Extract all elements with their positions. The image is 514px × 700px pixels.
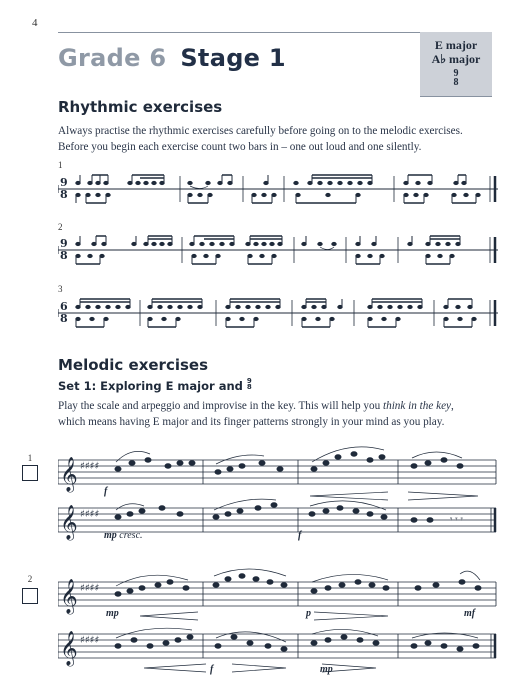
dynamic-marking: f (298, 530, 302, 541)
melodic-1-staff-1 (58, 438, 498, 502)
melodic-text-line1-b: , (451, 400, 454, 412)
rhythm-1-time-top: 9 (60, 176, 68, 189)
treble-clef-icon: 𝄞 (60, 579, 78, 614)
melodic-heading: Melodic exercises (58, 356, 209, 374)
dynamic-mp: mp (104, 530, 117, 541)
key-signature-sharps-icon: ♯♯♯♯ (80, 635, 100, 646)
rhythm-exercise-3-number: 3 (58, 284, 63, 294)
dynamic-marking: mp (320, 664, 333, 675)
melodic-2-staff-2-notes (115, 635, 479, 651)
melodic-1-staff-1-slurs (116, 447, 462, 464)
key-a-flat-major: A♭ major (431, 52, 481, 66)
rhythm-2-time-top: 9 (60, 237, 68, 250)
set-title (58, 378, 252, 393)
rhythm-3-time-bottom: 8 (60, 312, 68, 325)
title-grade: Grade 6 (58, 44, 167, 72)
exercise-2-checkbox[interactable] (22, 588, 38, 604)
rhythmic-text-line1: Always practise the rhythmic exercises carefully before going on to the melodic exercises. (58, 125, 463, 137)
exercise-1-checkbox[interactable] (22, 465, 38, 481)
page-number: 4 (32, 17, 38, 29)
rhythm-3-lower-notes (76, 317, 476, 327)
melodic-text-line1-a: Play the scale and arpeggio and improvise in the key. This will help you (58, 400, 383, 412)
melodic-text-line1 (58, 398, 498, 414)
set-time-bottom: 8 (246, 383, 252, 391)
page-title (58, 44, 286, 72)
melodic-text-line1-emphasis: think in the key (383, 400, 452, 412)
key-e-major: E major (434, 38, 478, 52)
melodic-exercise-2-number: 2 (27, 574, 33, 584)
rhythm-line-1 (58, 172, 498, 212)
dynamic-marking: mp (106, 608, 119, 619)
melodic-exercise-1-number: 1 (27, 453, 33, 463)
melodic-2-staff-2 (58, 620, 498, 676)
key-box-time-signature (454, 69, 459, 87)
dynamic-marking: f (210, 664, 214, 675)
rhythm-1-time-bottom: 8 (60, 188, 68, 201)
rhythm-line-2 (58, 233, 498, 273)
rhythm-2-lower-notes (76, 254, 454, 264)
dynamic-marking-cresc (104, 530, 143, 541)
set-time-signature (247, 378, 252, 390)
treble-clef-icon: 𝄞 (60, 631, 78, 666)
time-sig-bottom: 8 (453, 77, 459, 88)
rhythmic-text-line2: Before you begin each exercise count two bars in – one out loud and one silently. (58, 141, 422, 153)
rhythmic-heading: Rhythmic exercises (58, 98, 223, 116)
set-title-text: Set 1: Exploring E major and (58, 379, 243, 393)
dynamic-cresc-word: cresc. (119, 530, 143, 541)
melodic-2-staff-1-hairpins (140, 612, 388, 620)
rhythm-exercise-1-number: 1 (58, 160, 63, 170)
dynamic-marking: p (306, 608, 311, 619)
rhythm-1-lower-notes (76, 193, 480, 203)
dynamic-marking: mf (464, 608, 476, 619)
key-signature-sharps-icon: ♯♯♯♯ (80, 509, 100, 520)
set-time-top: 9 (246, 377, 252, 385)
treble-clef-icon: 𝄞 (60, 457, 78, 492)
rhythmic-instructions (58, 123, 498, 155)
melodic-2-staff-1 (58, 560, 498, 624)
rhythm-2-time-bottom: 8 (60, 249, 68, 262)
melodic-1-staff-1-notes (115, 452, 463, 474)
rest-icon: 𝄾 𝄾 𝄾 (450, 515, 463, 525)
rhythm-3-time-top: 6 (60, 300, 68, 313)
header-rule (58, 32, 420, 33)
rhythm-line-3 (58, 296, 498, 336)
melodic-instructions (58, 398, 498, 430)
key-signature-sharps-icon: ♯♯♯♯ (80, 461, 100, 472)
dynamic-marking: f (104, 486, 108, 497)
time-sig-top: 9 (453, 68, 459, 79)
rhythm-exercise-2-number: 2 (58, 222, 63, 232)
key-box (420, 32, 492, 97)
treble-clef-icon: 𝄞 (60, 505, 78, 540)
key-signature-sharps-icon: ♯♯♯♯ (80, 583, 100, 594)
title-stage: Stage 1 (180, 44, 286, 72)
melodic-2-staff-2-hairpins (144, 664, 376, 672)
melodic-text-line2: which means having E major and its finger patterns strongly in your mind as you play. (58, 416, 445, 428)
melodic-1-staff-2 (58, 494, 498, 550)
melodic-1-staff-2-notes (115, 503, 433, 522)
